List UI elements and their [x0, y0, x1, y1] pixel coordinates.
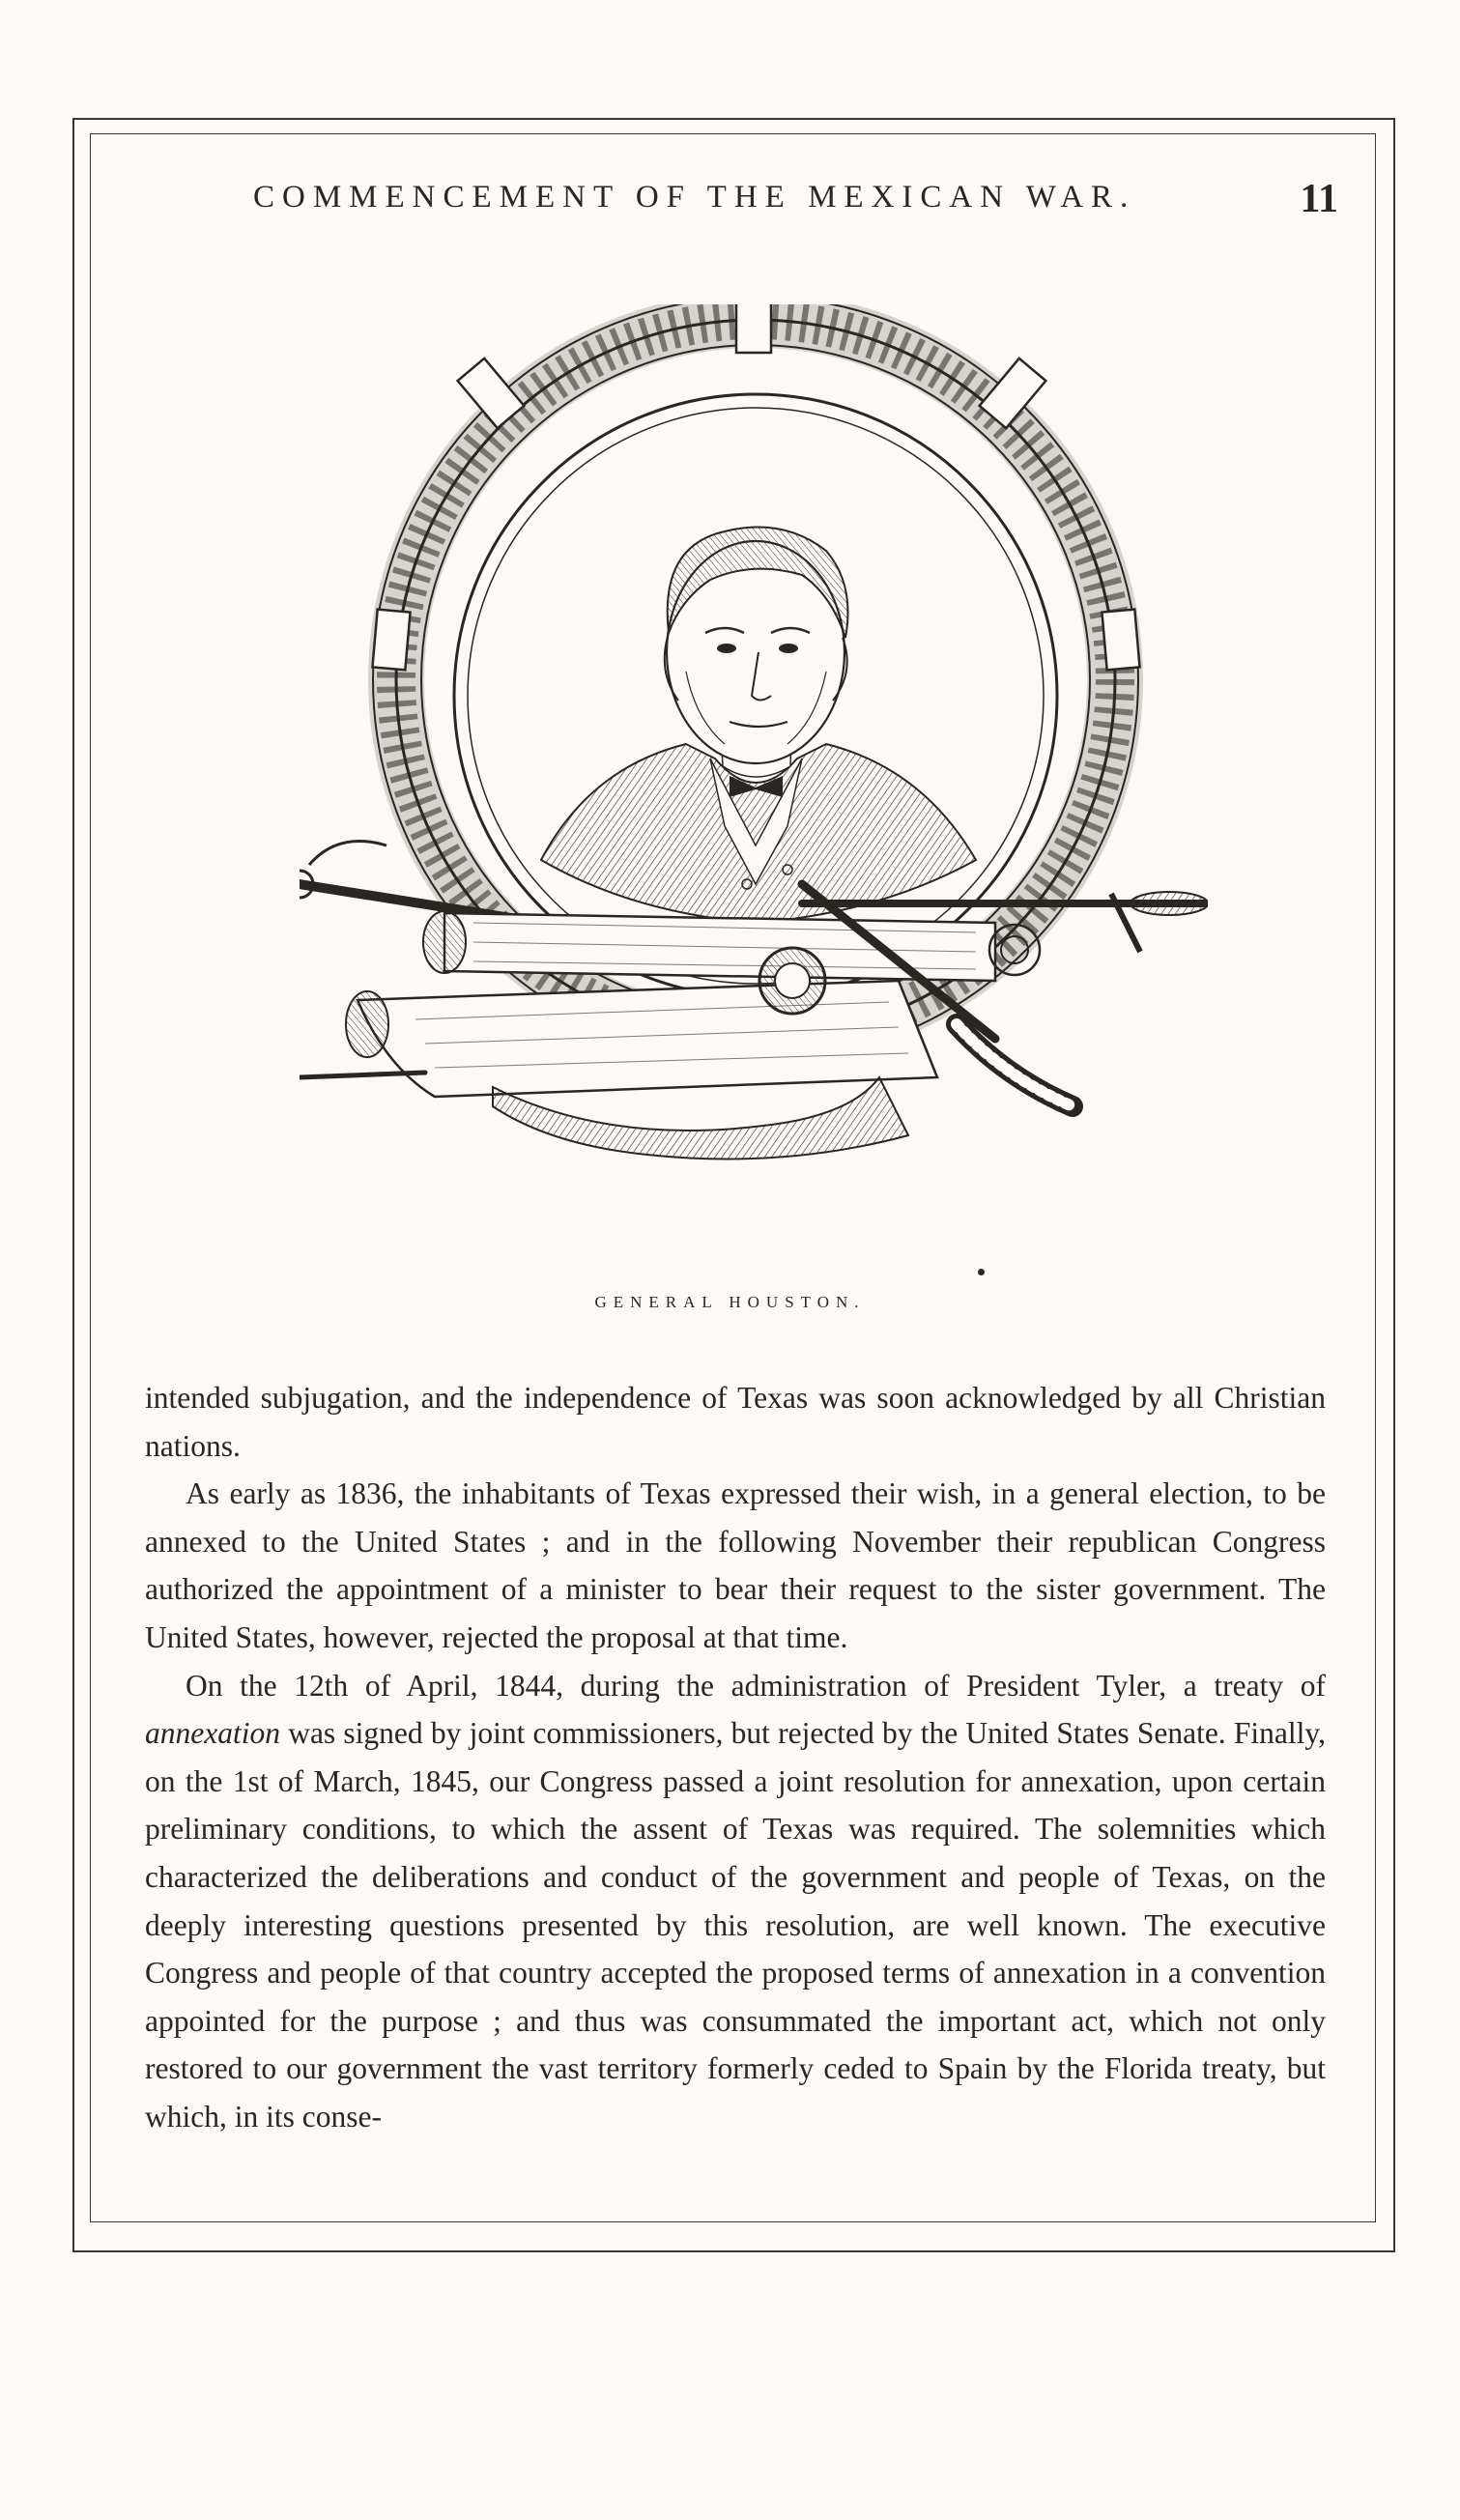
paragraph-2: As early as 1836, the inhabitants of Texas expressed their wish, in a general election, to be annexed to the United States ; and in the following November their republican Congress authorized the appointment of a minister to bear their request to the sister government. The United States, however, rejected the proposal at that time.: [145, 1476, 1326, 1654]
italic-word: annexation: [145, 1716, 280, 1751]
ink-mark: [978, 1269, 985, 1275]
paragraph-3-end: was signed by joint commissioners, but rejected by the United States Senate. Finally, on the 1st of March, 1845, our Congress passed a joint resolution for annexation, upon certain preliminary conditions, to which the assent of Texas was required. The solemnities which characterized the deliberations and conduct of the government and people of Texas, on the deeply interesting questions presented by this resolution, are well known. The executive Congress and people of that country accepted the proposed terms of annexation in a convention appointed for the purpose ; and thus was consummated the important act, which not only restored to our government the vast territory formerly ceded to Spain by the Florida treaty, but which, in its conse-: [145, 1716, 1326, 2133]
portrait-engraving: [300, 304, 1208, 1256]
page-number: 11: [1300, 177, 1338, 221]
paragraph-3-start: On the 12th of April, 1844, during the administration of President Tyler, a treaty of: [186, 1668, 1326, 1703]
paragraph-1: intended subjugation, and the independence of Texas was soon acknowledged by all Christian nations.: [145, 1381, 1326, 1463]
body-text: [145, 1374, 1326, 2141]
illustration-caption: GENERAL HOUSTON.: [594, 1293, 866, 1311]
page-header: [145, 176, 1338, 234]
running-head: COMMENCEMENT OF THE MEXICAN WAR.: [253, 180, 1136, 215]
paragraph-3: [145, 1662, 1326, 2141]
